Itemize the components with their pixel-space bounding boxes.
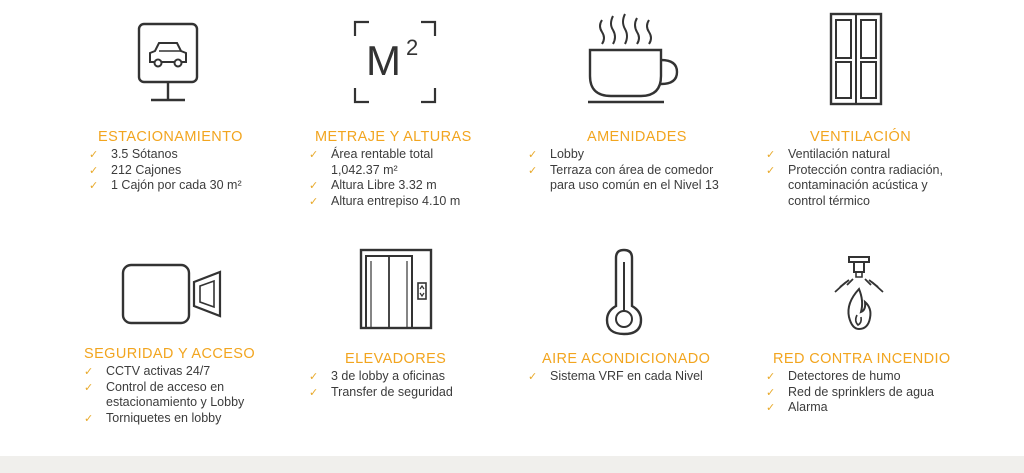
video-camera-icon: [120, 262, 224, 326]
check-icon: ✓: [89, 163, 99, 177]
list-item: ✓ Altura Libre 3.32 m: [309, 178, 437, 193]
list-item: ✓ 3.5 Sótanos: [89, 147, 178, 161]
coffee-cup-icon: [585, 12, 685, 108]
feature-list: [764, 369, 964, 416]
list-item: ✓ 1 Cajón por cada 30 m²: [89, 178, 242, 193]
check-icon: ✓: [528, 370, 538, 383]
check-icon: ✓: [766, 385, 776, 399]
feature-list: [82, 364, 260, 426]
check-icon: ✓: [89, 148, 99, 161]
list-item: ✓ Torniquetes en lobby: [84, 410, 222, 425]
thermometer-icon: [604, 248, 644, 336]
check-icon: ✓: [528, 148, 538, 161]
list-item: ✓ 3 de lobby a oficinas: [309, 369, 445, 383]
feature-title: ESTACIONAMIENTO: [98, 129, 243, 145]
icon-letter: M: [366, 37, 401, 84]
check-icon: ✓: [766, 401, 776, 415]
check-icon: ✓: [89, 179, 99, 193]
list-item: ✓ Alarma: [766, 400, 828, 415]
footer-band: [0, 456, 1024, 473]
list-item: ✓ Protección contra radiación, contaminación acústica y control térmico: [766, 162, 943, 208]
list-item: ✓ Área rentable total 1,042.37 m²: [309, 147, 434, 177]
feature-list: [764, 147, 964, 209]
check-icon: ✓: [309, 385, 319, 399]
check-icon: ✓: [84, 411, 94, 425]
list-item: ✓ 212 Cajones: [89, 162, 182, 177]
check-icon: ✓: [766, 163, 776, 177]
feature-title: AIRE ACONDICIONADO: [542, 351, 711, 367]
feature-title: VENTILACIÓN: [810, 129, 912, 145]
list-item: ✓ Ventilación natural: [766, 147, 891, 161]
list-item: ✓ Lobby: [528, 147, 585, 161]
list-item: ✓ Transfer de seguridad: [309, 384, 453, 399]
check-icon: ✓: [309, 370, 319, 383]
elevator-icon: [359, 248, 435, 330]
feature-list: [307, 147, 469, 209]
fire-sprinkler-icon: [832, 255, 886, 333]
feature-list: [307, 369, 487, 400]
feature-list: [526, 147, 738, 194]
parking-sign-car-icon: [134, 20, 202, 106]
feature-title: RED CONTRA INCENDIO: [773, 351, 951, 367]
check-icon: ✓: [309, 194, 319, 208]
feature-list: [87, 147, 277, 194]
check-icon: ✓: [309, 179, 319, 193]
list-item: ✓ Red de sprinklers de agua: [766, 384, 934, 399]
list-item: ✓ CCTV activas 24/7: [84, 364, 211, 378]
icon-superscript: 2: [406, 35, 419, 60]
check-icon: ✓: [84, 380, 94, 394]
window-icon: [828, 12, 884, 106]
feature-title: ELEVADORES: [345, 351, 447, 367]
list-item: ✓ Control de acceso en estacionamiento y Lobby: [84, 379, 245, 410]
list-item: ✓ Terraza con área de comedor para uso común en el Nivel 13: [528, 162, 719, 193]
feature-title: AMENIDADES: [587, 129, 687, 145]
square-meters-icon: [353, 20, 437, 104]
feature-list: [526, 369, 726, 385]
check-icon: ✓: [766, 370, 776, 383]
list-item: ✓ Altura entrepiso 4.10 m: [309, 193, 461, 208]
check-icon: ✓: [528, 163, 538, 177]
list-item: ✓ Detectores de humo: [766, 369, 901, 383]
feature-title: METRAJE Y ALTURAS: [315, 129, 472, 145]
list-item: ✓ Sistema VRF en cada Nivel: [528, 369, 703, 383]
check-icon: ✓: [309, 148, 319, 161]
check-icon: ✓: [84, 365, 94, 378]
feature-title: SEGURIDAD Y ACCESO: [84, 346, 256, 362]
check-icon: ✓: [766, 148, 776, 161]
